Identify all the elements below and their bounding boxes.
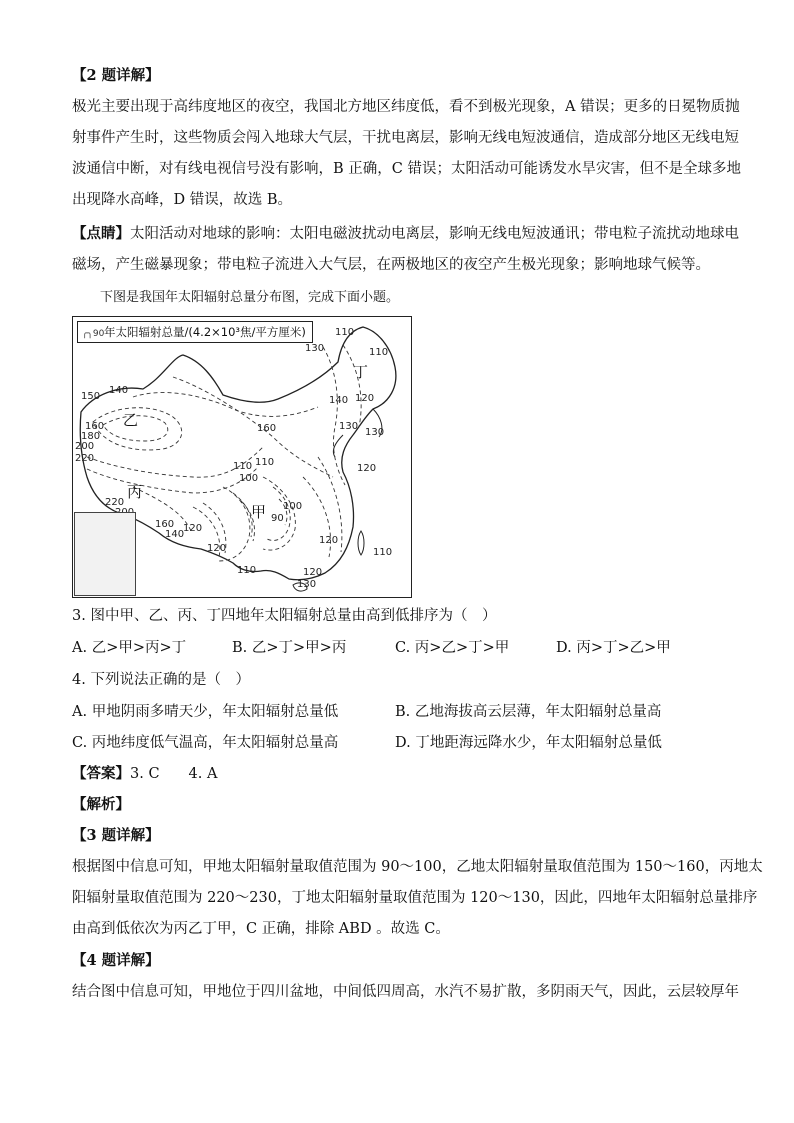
contour-line [343, 345, 361, 427]
q3-option-c: C. 丙>乙>丁>甲 [395, 640, 510, 656]
contour-label: 160 [257, 423, 277, 434]
legend-text: 年太阳辐射总量/(4.2×10³焦/平方厘米) [104, 325, 306, 339]
contour-label: 110 [255, 457, 275, 468]
legend-line-label: 90 [92, 329, 105, 339]
contour-line [173, 377, 333, 477]
contour-label: 110 [335, 327, 355, 338]
solar-radiation-map [72, 316, 412, 598]
q3-option-d: D. 丙>丁>乙>甲 [556, 640, 671, 656]
contour-label: 110 [373, 547, 393, 558]
contour-label: 120 [357, 463, 377, 474]
taiwan-island [358, 531, 364, 555]
contour-label: 120 [355, 393, 375, 404]
contour-label: 120 [319, 535, 339, 546]
q3-detail-heading: 【3 题详解】 [72, 827, 160, 844]
analysis-label: 【解析】 [72, 796, 130, 813]
contour-label: 110 [237, 565, 257, 576]
contour-label: 120 [183, 523, 203, 534]
q3-detail-line-1: 根据图中信息可知，甲地太阳辐射量取值范围为 90～100，乙地太阳辐射量取值范围为 150～160，丙地太 [72, 859, 763, 875]
contour-label: 90 [271, 513, 284, 524]
q2-line-3: 波通信中断，对有线电视信号没有影响，B 正确，C 错误；太阳活动可能诱发水旱灾害，但不是全球多地 [72, 161, 741, 177]
contour-label: 120 [207, 543, 227, 554]
q4-option-a: A. 甲地阴雨多晴天少，年太阳辐射总量低 [72, 704, 339, 720]
q3-stem: 3. 图中甲、乙、丙、丁四地年太阳辐射总量由高到低排序为（ ） [72, 608, 497, 624]
map-legend [77, 321, 313, 343]
q2-line-2: 射事件产生时，这些物质会闯入地球大气层，干扰电离层，影响无线电短波通信，造成部分地区无线电短 [72, 130, 739, 146]
region-bing: 丙 [127, 483, 143, 501]
contour-label: 200 [75, 441, 95, 452]
answer-line [72, 764, 217, 784]
contour-label: 180 [81, 431, 101, 442]
q3-detail-line-3: 由高到低依次为丙乙丁甲，C 正确，排除 ABD 。故选 C。 [72, 921, 450, 937]
q3-option-b: B. 乙>丁>甲>丙 [232, 640, 347, 656]
contour-label: 160 [85, 421, 105, 432]
tip-text-1: 太阳活动对地球的影响：太阳电磁波扰动电离层，影响无线电短波通讯；带电粒子流扰动地球电 [130, 226, 739, 242]
q4-detail-heading: 【4 题详解】 [72, 952, 160, 969]
q2-line-4: 出现降水高峰，D 错误，故选 B。 [72, 192, 292, 208]
contour-label: 110 [369, 347, 389, 358]
contour-label: 140 [109, 385, 129, 396]
contour-label: 220 [75, 453, 95, 464]
contour-label: 110 [233, 461, 253, 472]
contour-label: 120 [303, 567, 323, 578]
tip-line-2: 磁场，产生磁暴现象；带电粒子流进入大气层，在两极地区的夜空产生极光现象；影响地球气候等。 [72, 257, 710, 273]
q2-line-1: 极光主要出现于高纬度地区的夜空，我国北方地区纬度低，看不到极光现象，A 错误；更多的日冕物质抛 [72, 99, 740, 115]
contour-label: 160 [155, 519, 175, 530]
south-china-sea-inset [74, 512, 136, 596]
q4-option-c: C. 丙地纬度低气温高，年太阳辐射总量高 [72, 735, 339, 751]
contour-label: 100 [283, 501, 303, 512]
q2-heading: 【2 题详解】 [72, 67, 160, 84]
q3-option-a: A. 乙>甲>丙>丁 [72, 640, 187, 656]
contour-label: 140 [165, 529, 185, 540]
region-jia: 甲 [251, 503, 267, 521]
contour-label: 130 [297, 579, 317, 590]
tip-label: 【点睛】 [72, 225, 130, 242]
contour-label: 130 [365, 427, 385, 438]
contour-label: 220 [105, 497, 125, 508]
q4-stem: 4. 下列说法正确的是（ ） [72, 672, 250, 688]
contour-label: 130 [339, 421, 359, 432]
answer-value: 3. C 4. A [130, 766, 218, 782]
region-yi: 乙 [123, 411, 139, 429]
map-intro: 下图是我国年太阳辐射总量分布图，完成下面小题。 [100, 290, 400, 305]
tip-line-1 [72, 224, 739, 244]
answer-label: 【答案】 [72, 765, 130, 782]
contour-label: 140 [329, 395, 349, 406]
contour-label: 100 [239, 473, 259, 484]
region-ding: 丁 [353, 363, 369, 381]
legend-dashed-line-icon: ╭╮90 [82, 329, 105, 339]
q4-option-b: B. 乙地海拔高云层薄，年太阳辐射总量高 [395, 704, 662, 720]
contour-label: 130 [305, 343, 325, 354]
q4-option-d: D. 丁地距海远降水少，年太阳辐射总量低 [395, 735, 662, 751]
q4-detail-line-1: 结合图中信息可知，甲地位于四川盆地，中间低四周高，水汽不易扩散，多阴雨天气，因此，云层较厚年 [72, 984, 739, 1000]
q3-detail-line-2: 阳辐射量取值范围为 220～230，丁地太阳辐射量取值范围为 120～130，因此，四地年太阳辐射总量排序 [72, 890, 758, 906]
contour-line [233, 493, 252, 537]
contour-label: 150 [81, 391, 101, 402]
